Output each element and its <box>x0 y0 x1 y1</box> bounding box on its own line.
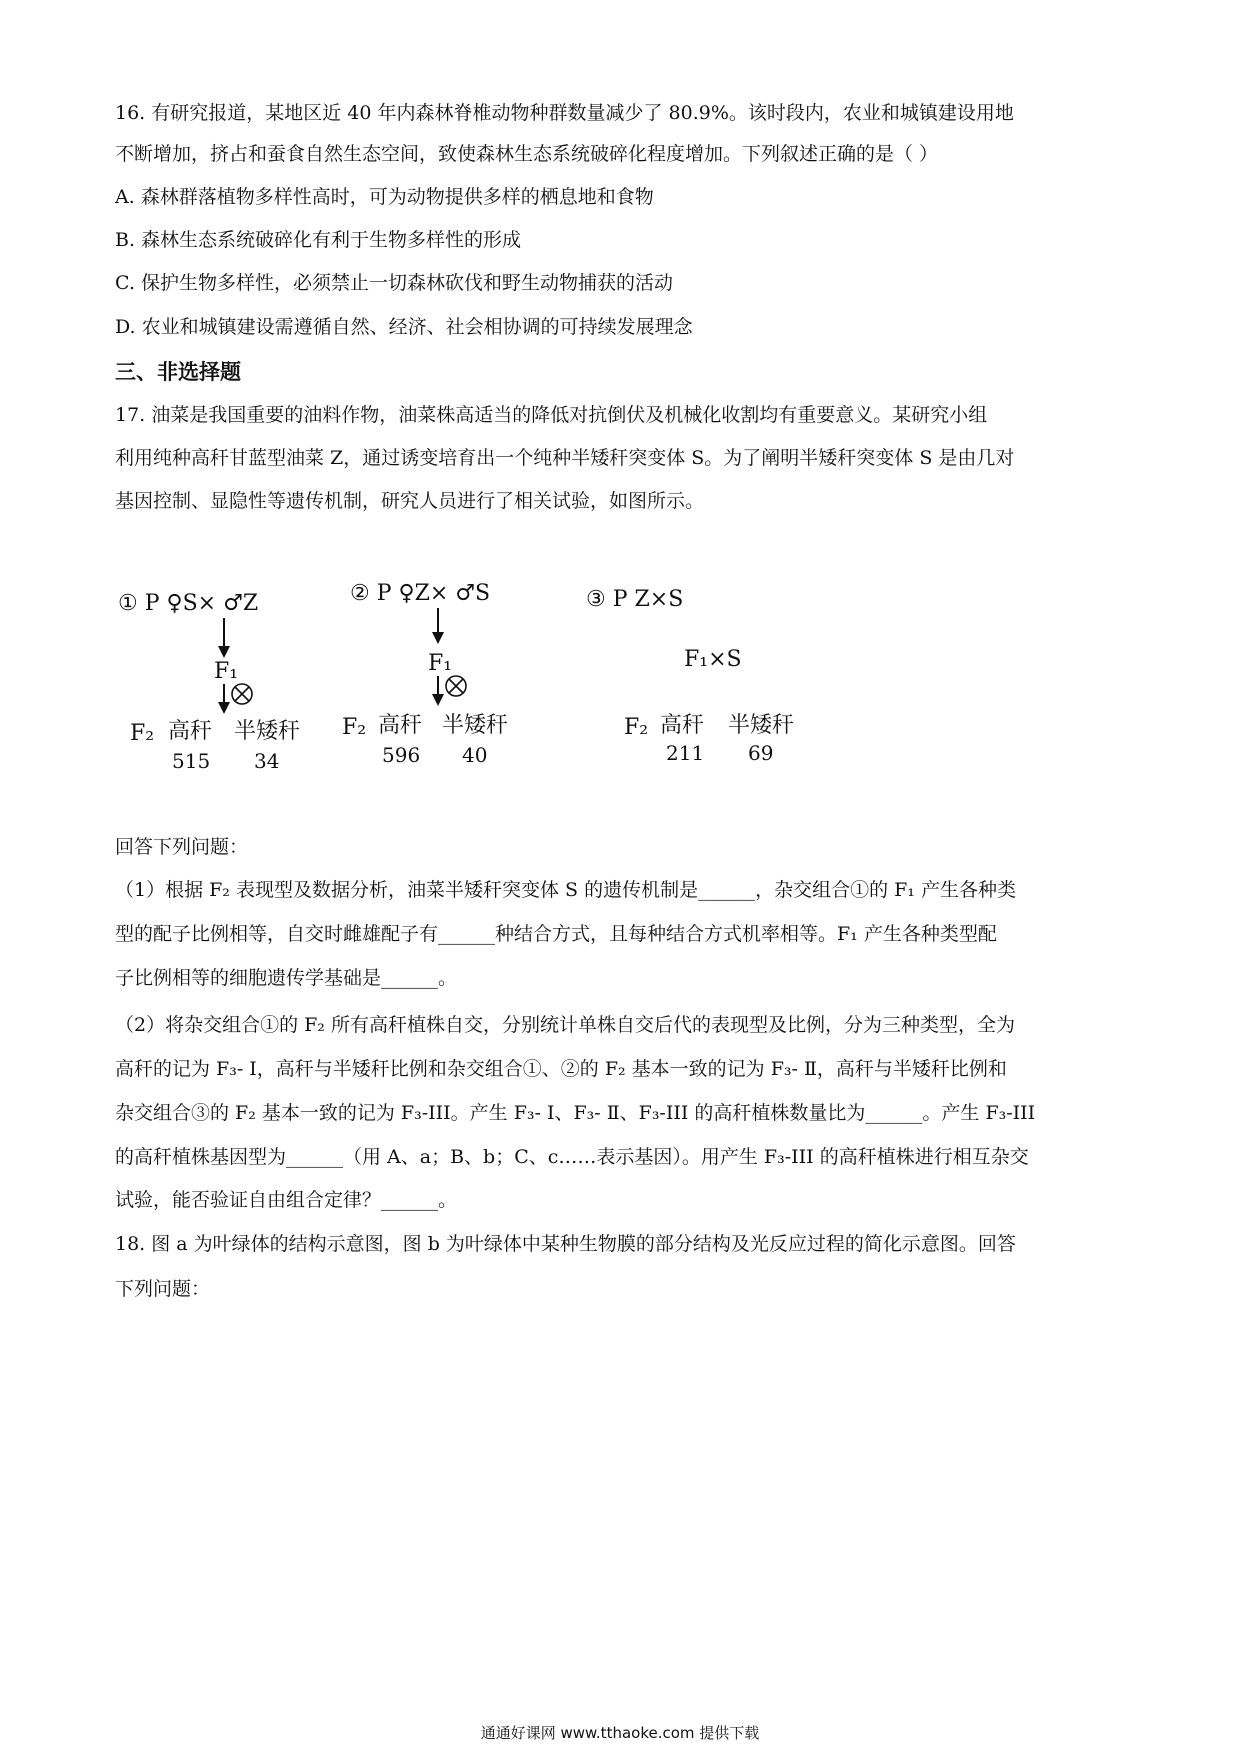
q17-part2-line-2: 高秆的记为 F₃- Ⅰ，高秆与半矮秆比例和杂交组合①、②的 F₂ 基本一致的记为 F₃- Ⅱ，高秆与半矮秆比例和 <box>115 1058 1007 1080</box>
q17-part1-line-1: （1）根据 F₂ 表现型及数据分析，油菜半矮秆突变体 S 的遗传机制是______，杂交组合①的 F₁ 产生各种类 <box>115 879 1016 901</box>
q17-part2-line-3: 杂交组合③的 F₂ 基本一致的记为 F₃-III。产生 F₃- Ⅰ、F₃- Ⅱ、F₃-III 的高秆植株数量比为______。产生 F₃-III <box>115 1102 1036 1124</box>
q18-stem-line-2: 下列问题： <box>115 1278 211 1300</box>
cross-2-f2-label: F₂ <box>342 715 367 740</box>
cross-diagram <box>110 578 870 778</box>
cross-2-tall-label: 高秆 <box>378 713 423 738</box>
cross-1-arrowhead-2 <box>218 702 230 714</box>
q17-stem-line-2: 利用纯种高秆甘蓝型油菜 Z，通过诱变培育出一个纯种半矮秆突变体 S。为了阐明半矮秆突变体 S 是由几对 <box>115 447 1015 469</box>
q17-stem-line-3: 基因控制、显隐性等遗传机制，研究人员进行了相关试验，如图所示。 <box>115 490 705 512</box>
cross-3-short-count: 69 <box>748 741 774 765</box>
cross-1-selfing-icon <box>232 684 252 704</box>
q16-option-c: C. 保护生物多样性，必须禁止一切森林砍伐和野生动物捕获的活动 <box>115 272 673 294</box>
cross-2-short-label: 半矮秆 <box>442 713 509 738</box>
cross-1-f2-label: F₂ <box>130 721 155 746</box>
cross-1-tall-count: 515 <box>172 749 211 773</box>
section-heading: 三、非选择题 <box>115 360 241 384</box>
q17-part1-line-3: 子比例相等的细胞遗传学基础是______。 <box>115 967 458 989</box>
cross-3 <box>586 587 794 765</box>
cross-1 <box>118 591 300 773</box>
cross-2-header: ② P ♀Z× ♂S <box>350 581 491 606</box>
q18-stem-line-1: 18. 图 a 为叶绿体的结构示意图，图 b 为叶绿体中某种生物膜的部分结构及光反应过程的简化示意图。回答 <box>115 1233 1016 1255</box>
q16-option-d: D. 农业和城镇建设需遵循自然、经济、社会相协调的可持续发展理念 <box>115 316 693 338</box>
cross-3-f1-cross: F₁×S <box>684 647 742 672</box>
cross-2-short-count: 40 <box>462 743 488 767</box>
q17-stem-line-1: 17. 油菜是我国重要的油料作物，油菜株高适当的降低对抗倒伏及机械化收割均有重要意义。某研究小组 <box>115 404 988 426</box>
cross-3-tall-label: 高秆 <box>660 713 705 738</box>
q17-part2-line-4: 的高秆植株基因型为______（用 A、a；B、b；C、c……表示基因）。用产生 F₃-III 的高秆植株进行相互杂交 <box>115 1146 1029 1168</box>
cross-1-f1: F₁ <box>214 659 239 684</box>
q16-option-a: A. 森林群落植物多样性高时，可为动物提供多样的栖息地和食物 <box>115 186 654 208</box>
cross-3-header: ③ P Z×S <box>586 587 684 612</box>
q17-answer-intro: 回答下列问题： <box>115 836 249 858</box>
cross-2-arrowhead-2 <box>432 694 444 706</box>
q17-part2-line-1: （2）将杂交组合①的 F₂ 所有高秆植株自交，分别统计单株自交后代的表现型及比例，分为三种类型，全为 <box>115 1014 1015 1036</box>
page-footer: 通通好课网 www.tthaoke.com 提供下载 <box>480 1724 760 1742</box>
cross-1-short-count: 34 <box>254 749 280 773</box>
cross-2-tall-count: 596 <box>382 743 421 767</box>
cross-3-f2-label: F₂ <box>624 715 649 740</box>
cross-1-arrowhead-1 <box>218 646 230 658</box>
cross-2-f1: F₁ <box>428 651 453 676</box>
q16-stem-line-1: 16. 有研究报道，某地区近 40 年内森林脊椎动物种群数量减少了 80.9%。该时段内，农业和城镇建设用地 <box>115 102 1014 124</box>
cross-2 <box>342 581 508 767</box>
q17-part1-line-2: 型的配子比例相等，自交时雌雄配子有______种结合方式，且每种结合方式机率相等。F₁ 产生各种类型配 <box>115 923 997 945</box>
q16-stem-line-2: 不断增加，挤占和蚕食自然生态空间，致使森林生态系统破碎化程度增加。下列叙述正确的是（ ） <box>115 143 939 165</box>
q17-part2-line-5: 试验，能否验证自由组合定律？______。 <box>115 1189 458 1211</box>
q16-option-b: B. 森林生态系统破碎化有利于生物多样性的形成 <box>115 229 522 251</box>
cross-1-tall-label: 高秆 <box>168 719 213 744</box>
cross-1-header: ① P ♀S× ♂Z <box>118 591 259 616</box>
cross-3-tall-count: 211 <box>666 741 705 765</box>
cross-3-short-label: 半矮秆 <box>728 713 795 738</box>
cross-2-selfing-icon <box>446 676 466 696</box>
cross-2-arrowhead-1 <box>432 632 444 644</box>
cross-1-short-label: 半矮秆 <box>234 719 301 744</box>
